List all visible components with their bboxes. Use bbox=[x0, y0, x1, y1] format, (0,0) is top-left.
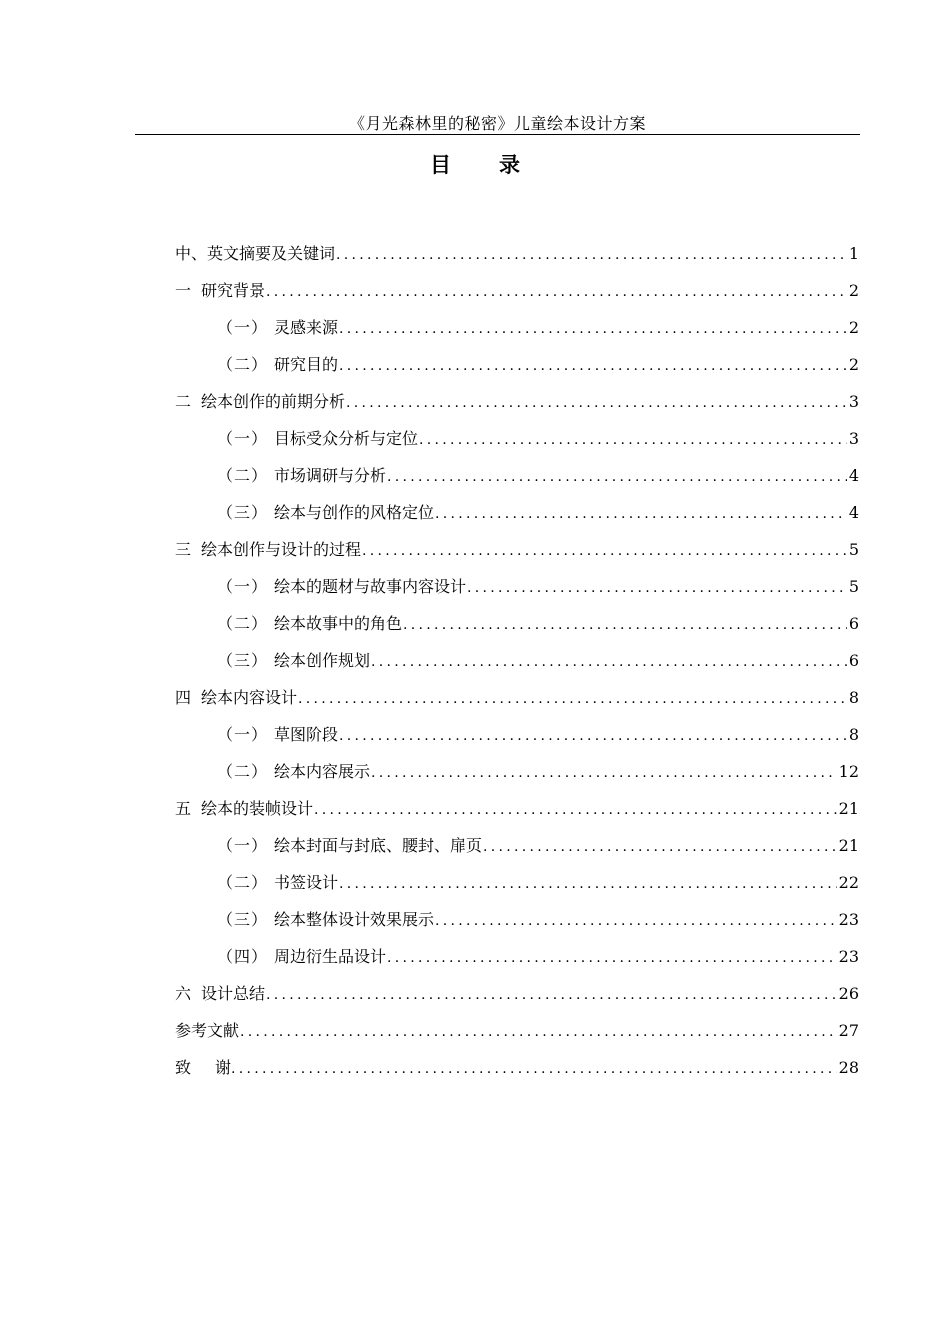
toc-entry-label: 市场调研与分析 bbox=[274, 466, 387, 485]
toc-entry-page-number: 6 bbox=[848, 651, 859, 670]
toc-entry-page-number: 23 bbox=[838, 910, 859, 929]
toc-dot-leader bbox=[339, 722, 847, 750]
toc-entry[interactable] bbox=[175, 1054, 859, 1091]
toc-entry-number: （一） bbox=[217, 725, 269, 744]
toc-entry[interactable] bbox=[175, 425, 859, 462]
toc-dot-leader bbox=[403, 611, 847, 639]
toc-entry-page-number: 12 bbox=[838, 762, 859, 781]
header-rule bbox=[135, 134, 860, 135]
toc-entry-label: 致谢 bbox=[175, 1058, 256, 1077]
toc-entry-label: 绘本整体设计效果展示 bbox=[274, 910, 435, 929]
toc-entry[interactable] bbox=[175, 684, 859, 721]
toc-entry[interactable] bbox=[175, 499, 859, 536]
toc-entry[interactable] bbox=[175, 573, 859, 610]
toc-dot-leader bbox=[435, 500, 847, 528]
toc-entry-number: （三） bbox=[217, 910, 269, 929]
toc-entry[interactable] bbox=[175, 721, 859, 758]
toc-entry-number: 四 bbox=[175, 688, 192, 707]
toc-entry-label: 绘本故事中的角色 bbox=[274, 614, 403, 633]
toc-entry-page-number: 4 bbox=[848, 466, 859, 485]
toc-dot-leader bbox=[266, 981, 837, 1009]
toc-entry-page-number: 6 bbox=[848, 614, 859, 633]
toc-entry[interactable] bbox=[175, 980, 859, 1017]
toc-entry[interactable] bbox=[175, 647, 859, 684]
toc-entry-number: （三） bbox=[217, 503, 269, 522]
toc-dot-leader bbox=[336, 241, 847, 269]
toc-entry-page-number: 23 bbox=[838, 947, 859, 966]
toc-entry-label: 中、英文摘要及关键词 bbox=[175, 244, 336, 263]
toc-title: 目录 bbox=[430, 152, 568, 177]
toc-entry-page-number: 27 bbox=[838, 1021, 859, 1040]
toc-dot-leader bbox=[371, 648, 847, 676]
toc-entry-page-number: 8 bbox=[848, 725, 859, 744]
toc-entry-label: 目标受众分析与定位 bbox=[274, 429, 419, 448]
toc-dot-leader bbox=[435, 907, 837, 935]
toc-entry[interactable] bbox=[175, 536, 859, 573]
toc-entry-number: （二） bbox=[217, 762, 269, 781]
toc-entry[interactable] bbox=[175, 277, 859, 314]
toc-entry-number: 五 bbox=[175, 799, 192, 818]
toc-dot-leader bbox=[467, 574, 847, 602]
toc-entry[interactable] bbox=[175, 758, 859, 795]
toc-entry-number: （三） bbox=[217, 651, 269, 670]
toc-entry[interactable] bbox=[175, 351, 859, 388]
toc-dot-leader bbox=[339, 352, 847, 380]
toc-dot-leader bbox=[231, 1055, 837, 1083]
toc-entry[interactable] bbox=[175, 462, 859, 499]
toc-entry-label: 参考文献 bbox=[175, 1021, 240, 1040]
toc-entry-page-number: 8 bbox=[848, 688, 859, 707]
toc-entry[interactable] bbox=[175, 869, 859, 906]
toc-entry-label: 绘本创作规划 bbox=[274, 651, 371, 670]
toc-entry-page-number: 2 bbox=[848, 318, 859, 337]
toc-entry-page-number: 3 bbox=[848, 429, 859, 448]
toc-entry-page-number: 26 bbox=[838, 984, 859, 1003]
toc-entry[interactable] bbox=[175, 906, 859, 943]
toc-entry-label: 书签设计 bbox=[274, 873, 339, 892]
toc-entry-label: 灵感来源 bbox=[274, 318, 339, 337]
toc-dot-leader bbox=[240, 1018, 837, 1046]
toc-entry-page-number: 3 bbox=[848, 392, 859, 411]
toc-entry-number: （二） bbox=[217, 873, 269, 892]
toc-entry-page-number: 4 bbox=[848, 503, 859, 522]
toc-entry[interactable] bbox=[175, 1017, 859, 1054]
running-header-title: 《月光森林里的秘密》儿童绘本设计方案 bbox=[348, 114, 646, 133]
toc-dot-leader bbox=[371, 759, 837, 787]
toc-entry-page-number: 5 bbox=[848, 577, 859, 596]
toc-entry-label: 绘本的装帧设计 bbox=[201, 799, 314, 818]
toc-entry[interactable] bbox=[175, 610, 859, 647]
toc-entry-number: （二） bbox=[217, 355, 269, 374]
toc-entry-number: 三 bbox=[175, 540, 192, 559]
toc-entry-number: （一） bbox=[217, 318, 269, 337]
toc-entry-number: （四） bbox=[217, 947, 269, 966]
toc-entry-label: 研究目的 bbox=[274, 355, 339, 374]
toc-entry-label: 绘本创作的前期分析 bbox=[201, 392, 346, 411]
toc-dot-leader bbox=[266, 278, 847, 306]
toc-entry-label: 绘本内容展示 bbox=[274, 762, 371, 781]
toc-dot-leader bbox=[298, 685, 847, 713]
toc-entry-number: 六 bbox=[175, 984, 192, 1003]
toc-entry-label: 设计总结 bbox=[201, 984, 266, 1003]
toc-dot-leader bbox=[419, 426, 847, 454]
toc-entry-number: （二） bbox=[217, 614, 269, 633]
toc-entry[interactable] bbox=[175, 795, 859, 832]
toc-entry-page-number: 1 bbox=[848, 244, 859, 263]
toc-entry[interactable] bbox=[175, 832, 859, 869]
toc-entry-page-number: 22 bbox=[838, 873, 859, 892]
toc-dot-leader bbox=[387, 463, 847, 491]
toc-dot-leader bbox=[387, 944, 837, 972]
toc-entry-page-number: 21 bbox=[838, 836, 859, 855]
toc-entry-number: （一） bbox=[217, 836, 269, 855]
toc-entry-page-number: 21 bbox=[838, 799, 859, 818]
toc-entry-label: 绘本内容设计 bbox=[201, 688, 298, 707]
toc-entry-number: 二 bbox=[175, 392, 192, 411]
toc-entry[interactable] bbox=[175, 314, 859, 351]
toc-entry-label: 绘本封面与封底、腰封、扉页 bbox=[274, 836, 483, 855]
toc-dot-leader bbox=[346, 389, 847, 417]
toc-entry-label: 绘本创作与设计的过程 bbox=[201, 540, 362, 559]
toc-entry-number: （一） bbox=[217, 577, 269, 596]
toc-entry-page-number: 2 bbox=[848, 355, 859, 374]
toc-dot-leader bbox=[339, 315, 847, 343]
toc-entry-label: 草图阶段 bbox=[274, 725, 339, 744]
toc-dot-leader bbox=[362, 537, 847, 565]
toc-entry-number: （二） bbox=[217, 466, 269, 485]
toc-entry-page-number: 2 bbox=[848, 281, 859, 300]
toc-entry-label: 周边衍生品设计 bbox=[274, 947, 387, 966]
toc-entry-page-number: 28 bbox=[838, 1058, 859, 1077]
toc-dot-leader bbox=[483, 833, 837, 861]
toc-entry[interactable] bbox=[175, 240, 859, 277]
toc-entry[interactable] bbox=[175, 943, 859, 980]
toc-dot-leader bbox=[339, 870, 837, 898]
toc-entry[interactable] bbox=[175, 388, 859, 425]
table-of-contents bbox=[175, 240, 859, 1091]
toc-dot-leader bbox=[314, 796, 837, 824]
toc-entry-label: 绘本与创作的风格定位 bbox=[274, 503, 435, 522]
toc-entry-number: （一） bbox=[217, 429, 269, 448]
toc-entry-label: 研究背景 bbox=[201, 281, 266, 300]
toc-entry-number: 一 bbox=[175, 281, 192, 300]
toc-entry-page-number: 5 bbox=[848, 540, 859, 559]
toc-entry-label: 绘本的题材与故事内容设计 bbox=[274, 577, 467, 596]
